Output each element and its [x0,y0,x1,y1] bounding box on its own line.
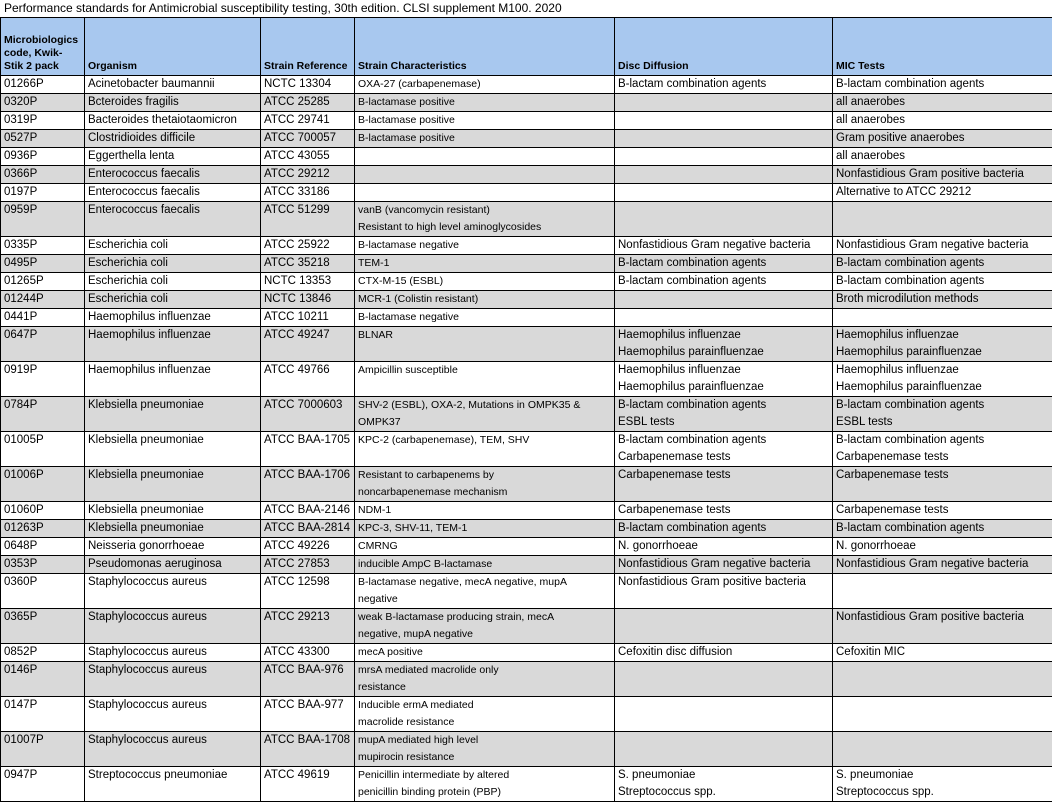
header-mic-tests: MIC Tests [833,18,1052,76]
cell-strain-reference: NCTC 13846 [261,291,355,309]
cell-strain-reference: ATCC BAA-1708 [261,732,355,767]
cell-disc-diffusion-line: Carbapenemase tests [618,449,829,466]
cell-organism: Pseudomonas aeruginosa [85,556,261,574]
table-row [1,237,1052,255]
cell-organism: Enterococcus faecalis [85,202,261,237]
cell-disc-diffusion [615,184,833,202]
cell-strain-characteristics [355,767,615,802]
cell-strain-characteristics [355,130,615,148]
cell-strain-reference: ATCC 7000603 [261,397,355,432]
cell-strain-characteristics [355,76,615,94]
cell-strain-characteristics [355,732,615,767]
cell-code: 0320P [1,94,85,112]
cell-disc-diffusion [615,609,833,644]
cell-strain-characteristics [355,362,615,397]
cell-strain-characteristics [355,538,615,556]
table-row [1,184,1052,202]
cell-organism: Klebsiella pneumoniae [85,397,261,432]
table-row [1,291,1052,309]
cell-strain-reference: ATCC 12598 [261,574,355,609]
cell-strain-reference: ATCC 51299 [261,202,355,237]
cell-disc-diffusion-line: Streptococcus spp. [618,784,829,801]
cell-mic-tests-line: B-lactam combination agents [836,76,1049,93]
cell-disc-diffusion [615,467,833,502]
cell-mic-tests-line: all anaerobes [836,112,1049,129]
cell-strain-characteristics [355,467,615,502]
cell-organism: Staphylococcus aureus [85,697,261,732]
cell-mic-tests-line: S. pneumoniae [836,767,1049,784]
susceptibility-table [0,17,1052,802]
cell-strain-characteristics-line: Inducible ermA mediated [358,697,611,714]
cell-code: 0365P [1,609,85,644]
cell-disc-diffusion [615,255,833,273]
cell-strain-characteristics [355,291,615,309]
cell-strain-characteristics-line: mupA mediated high level [358,732,611,749]
cell-strain-reference: ATCC 25922 [261,237,355,255]
header-strain-characteristics: Strain Characteristics [355,18,615,76]
cell-mic-tests-line: Nonfastidious Gram negative bacteria [836,237,1049,254]
cell-mic-tests-line: Carbapenemase tests [836,449,1049,466]
table-row [1,662,1052,697]
cell-strain-characteristics [355,397,615,432]
cell-strain-characteristics [355,644,615,662]
cell-mic-tests [833,76,1052,94]
cell-code: 01244P [1,291,85,309]
cell-mic-tests [833,538,1052,556]
cell-strain-reference: ATCC BAA-2146 [261,502,355,520]
cell-strain-characteristics [355,184,615,202]
cell-strain-reference: ATCC 33186 [261,184,355,202]
cell-organism: Streptococcus pneumoniae [85,767,261,802]
cell-strain-characteristics-line: Resistant to high level aminoglycosides [358,219,611,236]
cell-strain-characteristics-line: NDM-1 [358,502,611,519]
cell-disc-diffusion-line: S. pneumoniae [618,767,829,784]
cell-disc-diffusion-line: B-lactam combination agents [618,432,829,449]
cell-mic-tests [833,520,1052,538]
cell-strain-characteristics-line: OXA-27 (carbapenemase) [358,76,611,93]
cell-organism: Enterococcus faecalis [85,166,261,184]
cell-strain-characteristics [355,202,615,237]
cell-strain-characteristics [355,166,615,184]
cell-organism: Haemophilus influenzae [85,309,261,327]
table-row [1,644,1052,662]
table-row [1,732,1052,767]
cell-strain-reference: ATCC 29212 [261,166,355,184]
cell-disc-diffusion [615,397,833,432]
cell-mic-tests-line: Streptococcus spp. [836,784,1049,801]
table-row [1,76,1052,94]
cell-mic-tests-line: all anaerobes [836,148,1049,165]
table-row [1,432,1052,467]
cell-strain-reference: ATCC BAA-977 [261,697,355,732]
table-row [1,502,1052,520]
cell-mic-tests [833,467,1052,502]
table-row [1,148,1052,166]
cell-disc-diffusion-line: B-lactam combination agents [618,273,829,290]
cell-strain-characteristics-line: noncarbapenemase mechanism [358,484,611,501]
cell-disc-diffusion [615,538,833,556]
cell-code: 01005P [1,432,85,467]
cell-code: 0959P [1,202,85,237]
cell-disc-diffusion [615,556,833,574]
cell-strain-characteristics [355,556,615,574]
cell-code: 01007P [1,732,85,767]
cell-disc-diffusion [615,767,833,802]
cell-mic-tests [833,202,1052,237]
table-row [1,309,1052,327]
cell-organism: Escherichia coli [85,255,261,273]
cell-strain-reference: ATCC 49766 [261,362,355,397]
header-strain-reference: Strain Reference [261,18,355,76]
cell-organism: Neisseria gonorrhoeae [85,538,261,556]
cell-strain-reference: ATCC 43300 [261,644,355,662]
cell-code: 0852P [1,644,85,662]
cell-strain-characteristics-line: OMPK37 [358,414,611,431]
cell-mic-tests-line: B-lactam combination agents [836,520,1049,537]
cell-strain-characteristics-line: mrsA mediated macrolide only [358,662,611,679]
cell-strain-reference: NCTC 13304 [261,76,355,94]
cell-organism: Bcteroides fragilis [85,94,261,112]
cell-organism: Klebsiella pneumoniae [85,520,261,538]
cell-mic-tests-line: Nonfastidious Gram positive bacteria [836,609,1049,626]
table-row [1,397,1052,432]
cell-strain-reference: ATCC 49226 [261,538,355,556]
cell-code: 01263P [1,520,85,538]
cell-disc-diffusion-line: N. gonorrhoeae [618,538,829,555]
cell-strain-reference: NCTC 13353 [261,273,355,291]
cell-strain-reference: ATCC 29741 [261,112,355,130]
cell-code: 0495P [1,255,85,273]
cell-mic-tests [833,130,1052,148]
cell-strain-characteristics-line: macrolide resistance [358,714,611,731]
cell-strain-reference: ATCC 35218 [261,255,355,273]
cell-mic-tests [833,237,1052,255]
cell-mic-tests [833,362,1052,397]
cell-organism: Escherichia coli [85,273,261,291]
cell-strain-characteristics-line: penicillin binding protein (PBP) [358,784,611,801]
cell-strain-reference: ATCC 10211 [261,309,355,327]
cell-organism: Haemophilus influenzae [85,327,261,362]
cell-strain-characteristics-line: Ampicillin susceptible [358,362,611,379]
cell-disc-diffusion-line: Haemophilus influenzae [618,327,829,344]
cell-mic-tests-line: Haemophilus influenzae [836,327,1049,344]
cell-mic-tests-line: B-lactam combination agents [836,397,1049,414]
cell-strain-characteristics-line: B-lactamase negative [358,309,611,326]
cell-strain-reference: ATCC 29213 [261,609,355,644]
cell-strain-characteristics [355,94,615,112]
cell-code: 01006P [1,467,85,502]
cell-disc-diffusion-line: B-lactam combination agents [618,76,829,93]
cell-mic-tests-line: Nonfastidious Gram positive bacteria [836,166,1049,183]
cell-strain-characteristics-line: KPC-2 (carbapenemase), TEM, SHV [358,432,611,449]
cell-disc-diffusion [615,291,833,309]
cell-disc-diffusion [615,202,833,237]
cell-disc-diffusion [615,644,833,662]
cell-disc-diffusion-line: Nonfastidious Gram negative bacteria [618,556,829,573]
cell-mic-tests-line: B-lactam combination agents [836,432,1049,449]
cell-organism: Klebsiella pneumoniae [85,432,261,467]
cell-mic-tests-line: ESBL tests [836,414,1049,431]
cell-strain-characteristics-line: TEM-1 [358,255,611,272]
header-disc-diffusion: Disc Diffusion [615,18,833,76]
cell-disc-diffusion [615,166,833,184]
cell-strain-characteristics [355,432,615,467]
table-row [1,767,1052,802]
cell-disc-diffusion-line: Haemophilus parainfluenzae [618,344,829,361]
cell-code: 0147P [1,697,85,732]
table-row [1,166,1052,184]
cell-code: 0648P [1,538,85,556]
cell-strain-characteristics [355,662,615,697]
cell-organism: Staphylococcus aureus [85,732,261,767]
cell-mic-tests-line: Haemophilus parainfluenzae [836,344,1049,361]
cell-disc-diffusion-line: Carbapenemase tests [618,502,829,519]
cell-code: 01265P [1,273,85,291]
cell-strain-characteristics-line: resistance [358,679,611,696]
cell-code: 0353P [1,556,85,574]
cell-code: 0335P [1,237,85,255]
cell-strain-characteristics-line: MCR-1 (Colistin resistant) [358,291,611,308]
cell-disc-diffusion [615,520,833,538]
cell-organism: Klebsiella pneumoniae [85,467,261,502]
cell-code: 0784P [1,397,85,432]
table-row [1,327,1052,362]
cell-strain-characteristics [355,697,615,732]
cell-organism: Bacteroides thetaiotaomicron [85,112,261,130]
table-row [1,255,1052,273]
cell-disc-diffusion-line: B-lactam combination agents [618,255,829,272]
cell-disc-diffusion-line: Nonfastidious Gram positive bacteria [618,574,829,591]
cell-disc-diffusion [615,662,833,697]
cell-disc-diffusion-line: B-lactam combination agents [618,520,829,537]
table-row [1,520,1052,538]
cell-disc-diffusion-line: Haemophilus influenzae [618,362,829,379]
cell-disc-diffusion [615,327,833,362]
cell-mic-tests [833,432,1052,467]
cell-strain-reference: ATCC 43055 [261,148,355,166]
cell-strain-characteristics-line: negative [358,591,611,608]
cell-strain-reference: ATCC BAA-976 [261,662,355,697]
cell-organism: Staphylococcus aureus [85,609,261,644]
cell-strain-characteristics-line: inducible AmpC B-lactamase [358,556,611,573]
header-organism: Organism [85,18,261,76]
cell-strain-characteristics-line: SHV-2 (ESBL), OXA-2, Mutations in OMPK35 & [358,397,611,414]
cell-organism: Haemophilus influenzae [85,362,261,397]
cell-mic-tests [833,148,1052,166]
table-row [1,609,1052,644]
cell-mic-tests [833,166,1052,184]
cell-mic-tests [833,767,1052,802]
cell-mic-tests [833,94,1052,112]
table-row [1,697,1052,732]
cell-mic-tests [833,662,1052,697]
cell-strain-characteristics [355,237,615,255]
cell-mic-tests-line: B-lactam combination agents [836,273,1049,290]
cell-code: 0197P [1,184,85,202]
cell-strain-reference: ATCC 25285 [261,94,355,112]
cell-mic-tests-line: Haemophilus parainfluenzae [836,379,1049,396]
cell-strain-characteristics [355,112,615,130]
table-row [1,574,1052,609]
cell-code: 0947P [1,767,85,802]
table-row [1,202,1052,237]
cell-code: 0647P [1,327,85,362]
cell-organism: Escherichia coli [85,291,261,309]
cell-disc-diffusion [615,697,833,732]
table-row [1,130,1052,148]
cell-organism: Staphylococcus aureus [85,644,261,662]
cell-code: 0527P [1,130,85,148]
cell-mic-tests [833,609,1052,644]
cell-mic-tests [833,697,1052,732]
cell-code: 0360P [1,574,85,609]
cell-strain-reference: ATCC BAA-1706 [261,467,355,502]
table-row [1,112,1052,130]
cell-strain-characteristics-line: B-lactamase negative, mecA negative, mupA [358,574,611,591]
table-row [1,362,1052,397]
cell-disc-diffusion [615,94,833,112]
cell-code: 0146P [1,662,85,697]
cell-strain-characteristics-line: Penicillin intermediate by altered [358,767,611,784]
cell-strain-characteristics-line: B-lactamase positive [358,112,611,129]
cell-strain-characteristics-line: Resistant to carbapenems by [358,467,611,484]
cell-disc-diffusion [615,237,833,255]
cell-organism: Clostridioides difficile [85,130,261,148]
cell-mic-tests-line: Cefoxitin MIC [836,644,1049,661]
cell-mic-tests-line: Broth microdilution methods [836,291,1049,308]
cell-strain-characteristics [355,520,615,538]
cell-strain-characteristics-line: B-lactamase positive [358,94,611,111]
cell-strain-reference: ATCC 700057 [261,130,355,148]
cell-code: 0936P [1,148,85,166]
cell-organism: Eggerthella lenta [85,148,261,166]
cell-mic-tests-line: N. gonorrhoeae [836,538,1049,555]
cell-disc-diffusion [615,502,833,520]
cell-mic-tests [833,644,1052,662]
cell-organism: Staphylococcus aureus [85,662,261,697]
cell-code: 01266P [1,76,85,94]
cell-strain-characteristics-line: B-lactamase positive [358,130,611,147]
cell-mic-tests [833,184,1052,202]
cell-disc-diffusion-line: Cefoxitin disc diffusion [618,644,829,661]
cell-organism: Staphylococcus aureus [85,574,261,609]
table-body [1,76,1052,802]
cell-strain-reference: ATCC 49247 [261,327,355,362]
cell-strain-characteristics-line: CMRNG [358,538,611,555]
cell-mic-tests [833,502,1052,520]
cell-strain-characteristics-line: weak B-lactamase producing strain, mecA [358,609,611,626]
table-row [1,273,1052,291]
cell-strain-characteristics [355,309,615,327]
cell-mic-tests [833,397,1052,432]
cell-strain-characteristics-line: BLNAR [358,327,611,344]
cell-strain-reference: ATCC 49619 [261,767,355,802]
cell-mic-tests-line: B-lactam combination agents [836,255,1049,272]
cell-strain-characteristics-line: B-lactamase negative [358,237,611,254]
cell-strain-characteristics [355,609,615,644]
cell-mic-tests [833,309,1052,327]
cell-strain-characteristics [355,502,615,520]
cell-disc-diffusion [615,362,833,397]
cell-mic-tests [833,112,1052,130]
cell-mic-tests-line: Nonfastidious Gram negative bacteria [836,556,1049,573]
cell-mic-tests [833,273,1052,291]
table-row [1,556,1052,574]
cell-disc-diffusion [615,309,833,327]
cell-mic-tests-line: Haemophilus influenzae [836,362,1049,379]
cell-organism: Escherichia coli [85,237,261,255]
cell-disc-diffusion-line: Haemophilus parainfluenzae [618,379,829,396]
cell-code: 01060P [1,502,85,520]
cell-strain-characteristics [355,255,615,273]
cell-disc-diffusion-line: Carbapenemase tests [618,467,829,484]
cell-strain-characteristics-line: CTX-M-15 (ESBL) [358,273,611,290]
document-title: Performance standards for Antimicrobial susceptibility testing, 30th edition. CLSI supplement M100. 2020 [4,0,562,17]
cell-mic-tests [833,574,1052,609]
cell-disc-diffusion [615,148,833,166]
cell-strain-characteristics [355,574,615,609]
cell-code: 0366P [1,166,85,184]
cell-mic-tests [833,327,1052,362]
cell-mic-tests [833,255,1052,273]
cell-strain-characteristics-line: negative, mupA negative [358,626,611,643]
cell-organism: Acinetobacter baumannii [85,76,261,94]
cell-code: 0319P [1,112,85,130]
table-row [1,467,1052,502]
cell-strain-reference: ATCC 27853 [261,556,355,574]
cell-code: 0441P [1,309,85,327]
cell-disc-diffusion [615,112,833,130]
cell-mic-tests-line: Carbapenemase tests [836,467,1049,484]
header-row [1,18,1052,76]
cell-strain-characteristics-line: mecA positive [358,644,611,661]
cell-disc-diffusion-line: ESBL tests [618,414,829,431]
cell-strain-characteristics [355,273,615,291]
header-code: Microbiologics code, Kwik-Stik 2 pack [1,18,85,76]
cell-disc-diffusion [615,273,833,291]
cell-disc-diffusion [615,76,833,94]
cell-disc-diffusion-line: B-lactam combination agents [618,397,829,414]
cell-disc-diffusion [615,732,833,767]
cell-mic-tests-line: Alternative to ATCC 29212 [836,184,1049,201]
cell-disc-diffusion [615,432,833,467]
cell-mic-tests [833,291,1052,309]
cell-disc-diffusion [615,130,833,148]
cell-strain-reference: ATCC BAA-2814 [261,520,355,538]
cell-strain-characteristics [355,327,615,362]
table-row [1,538,1052,556]
cell-mic-tests-line: Carbapenemase tests [836,502,1049,519]
cell-strain-reference: ATCC BAA-1705 [261,432,355,467]
cell-mic-tests-line: all anaerobes [836,94,1049,111]
table-row [1,94,1052,112]
cell-disc-diffusion-line: Nonfastidious Gram negative bacteria [618,237,829,254]
cell-mic-tests [833,556,1052,574]
cell-strain-characteristics-line: mupirocin resistance [358,749,611,766]
cell-strain-characteristics-line: KPC-3, SHV-11, TEM-1 [358,520,611,537]
cell-strain-characteristics [355,148,615,166]
cell-mic-tests-line: Gram positive anaerobes [836,130,1049,147]
cell-organism: Enterococcus faecalis [85,184,261,202]
cell-strain-characteristics-line: vanB (vancomycin resistant) [358,202,611,219]
cell-mic-tests [833,732,1052,767]
cell-disc-diffusion [615,574,833,609]
cell-organism: Klebsiella pneumoniae [85,502,261,520]
cell-code: 0919P [1,362,85,397]
